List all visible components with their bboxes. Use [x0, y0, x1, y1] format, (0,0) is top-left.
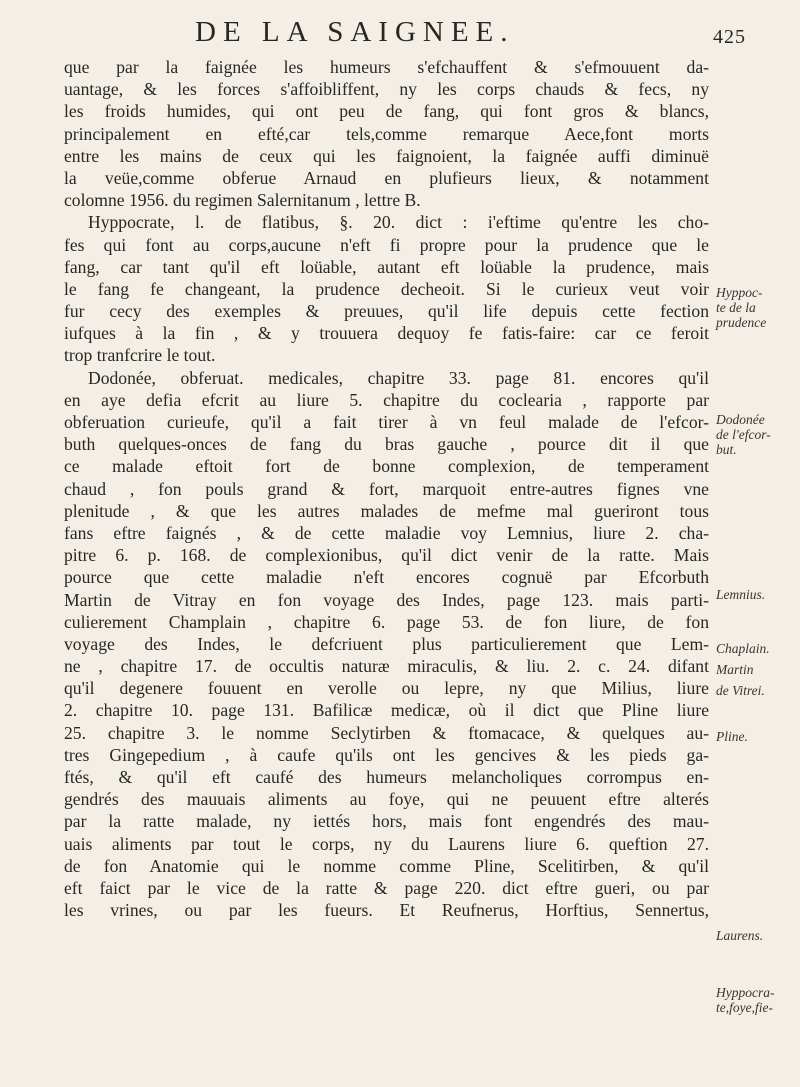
margin-note-line: Pline.	[716, 729, 748, 744]
text-line: plenitude , & que les autres malades de mefme mal gueriront tous	[64, 500, 709, 521]
text-line: fes qui font au corps,aucune n'eft fi propre pour la prudence que le	[64, 234, 709, 255]
text-line: que par la faignée les humeurs s'efchauffent & s'efmouuent da-	[64, 57, 709, 77]
text-line: chaud , fon pouls grand & fort, marquoit entre-autres fignes vne	[64, 478, 709, 499]
text-line: pource que cette maladie n'eft encores cognuë par Efcorbuth	[64, 567, 709, 588]
margin-note-hyppocrate	[716, 285, 766, 330]
margin-note-line: Laurens.	[716, 928, 764, 943]
text-line: voyage des Indes, le defcriuent plus particulierement que Lem-	[64, 633, 709, 654]
margin-note-line: Dodonée	[716, 412, 765, 427]
text-line: eft faict par le vice de la ratte & page 220. dict eftre gueri, ou par	[64, 877, 709, 898]
margin-note-pline	[716, 729, 748, 744]
margin-note-dodonee	[716, 412, 771, 457]
text-line: ce malade eftoit fort de bonne complexion, de temperament	[64, 456, 709, 477]
text-line: le fang fe changeant, la prudence decheoit. Si le curieux veut voir	[64, 278, 709, 299]
text-line: Martin de Vitray en fon voyage des Indes, page 123. mais parti-	[64, 589, 709, 610]
margin-note-lemnius	[716, 587, 765, 602]
margin-note-line: prudence	[716, 315, 767, 330]
text-line: pitre 6. p. 168. de complexionibus, qu'il dict venir de la ratte. Mais	[64, 545, 709, 566]
margin-note-champlain	[716, 641, 770, 656]
text-line: en aye defia efcrit au liure 5. chapitre du coclearia , rapporte par	[64, 389, 709, 410]
text-line: colomne 1956. du regimen Salernitanum , lettre B.	[64, 190, 421, 211]
text-line: tres Gingepedium , à caufe qu'ils ont les gencives & les pieds ga-	[64, 744, 709, 765]
margin-note-line: Martin	[716, 662, 754, 677]
margin-note-line: te de la	[716, 300, 756, 315]
text-line: par la ratte malade, ny iettés hors, mais font engendrés des mau-	[64, 811, 709, 832]
margin-note-vitrei	[716, 683, 765, 698]
page-header	[0, 6, 800, 56]
margin-note-line: de l'efcor-	[716, 427, 771, 442]
main-text	[64, 56, 709, 921]
margin-note-line: de Vitrei.	[716, 683, 765, 698]
text-line: principalement en efté,car tels,comme remarque Aece,font morts	[64, 123, 709, 144]
margin-note-line: Chaplain.	[716, 641, 770, 656]
page-number: 425	[713, 26, 746, 48]
margin-note-line: te,foye,fie-	[716, 1000, 773, 1015]
text-line: uantage, & les forces s'affoibliffent, ny les corps chauds & fecs, ny	[64, 79, 709, 100]
text-line: qu'il degenere fouuent en verolle ou lepre, ny que Milius, liure	[64, 678, 709, 699]
text-line: entre les mains de ceux qui les faignoient, la faignée auffi diminuë	[64, 145, 709, 166]
text-line: ne , chapitre 17. de occultis naturæ miraculis, & liu. 2. c. 24. difant	[64, 656, 709, 677]
margin-note-laurens	[716, 928, 763, 943]
margin-note-line: Hyppoc-	[716, 285, 763, 300]
margin-note-line: Lemnius.	[716, 587, 766, 602]
text-line: gendrés des mauuais aliments au foye, qui ne peuuent eftre alterés	[64, 789, 709, 810]
text-line: fans eftre faignés , & de cette maladie voy Lemnius, liure 2. cha-	[64, 522, 709, 543]
text-line: obferuation curieufe, qu'il a fait tirer à vn feul malade de l'efcor-	[64, 412, 709, 432]
running-head: DE LA SAIGNEE.	[195, 16, 515, 48]
text-line: Hyppocrate, l. de flatibus, §. 20. dict : i'eftime qu'entre les cho-	[88, 212, 709, 233]
text-line: ftés, & qu'il eft caufé des humeurs melancholiques corrompus en-	[64, 767, 709, 787]
text-line: trop tranfcrire le tout.	[64, 345, 216, 366]
margin-note-martin	[716, 662, 754, 677]
text-line: iufques à la fin , & y trouuera dequoy fe fatis-faire: car ce feroit	[64, 323, 709, 344]
text-line: uais aliments par tout le corps, ny du Laurens liure 6. queftion 27.	[64, 833, 709, 854]
margin-note-hyppocrate-2	[716, 985, 774, 1015]
text-line: buth quelques-onces de fang du bras gauche , pource dit il que	[64, 434, 709, 455]
text-line: les vrines, ou par les fueurs. Et Reufnerus, Horftius, Sennertus,	[64, 900, 709, 921]
text-line: culierement Champlain , chapitre 6. page 53. de fon liure, de fon	[64, 611, 709, 632]
text-line: les froids humides, qui ont peu de fang, qui font gros & blancs,	[64, 101, 709, 122]
text-line: fang, car tant qu'il eft loüable, autant eft loüable la prudence, mais	[64, 256, 709, 277]
text-line: la veüe,comme obferue Arnaud en plufieurs lieux, & notamment	[64, 167, 709, 188]
text-line: de fon Anatomie qui le nomme comme Pline, Scelitirben, & qu'il	[64, 855, 709, 876]
margin-note-line: but.	[716, 442, 737, 457]
text-line: Dodonée, obferuat. medicales, chapitre 33. page 81. encores qu'il	[88, 367, 709, 388]
text-line: 25. chapitre 3. le nomme Seclytirben & ftomacace, & quelques au-	[64, 722, 709, 743]
text-line: fur cecy des exemples & preuues, qu'il life depuis cette fection	[64, 301, 709, 322]
text-line: 2. chapitre 10. page 131. Bafilicæ medicæ, où il dict que Pline liure	[64, 700, 709, 721]
margin-note-line: Hyppocra-	[716, 985, 775, 1000]
